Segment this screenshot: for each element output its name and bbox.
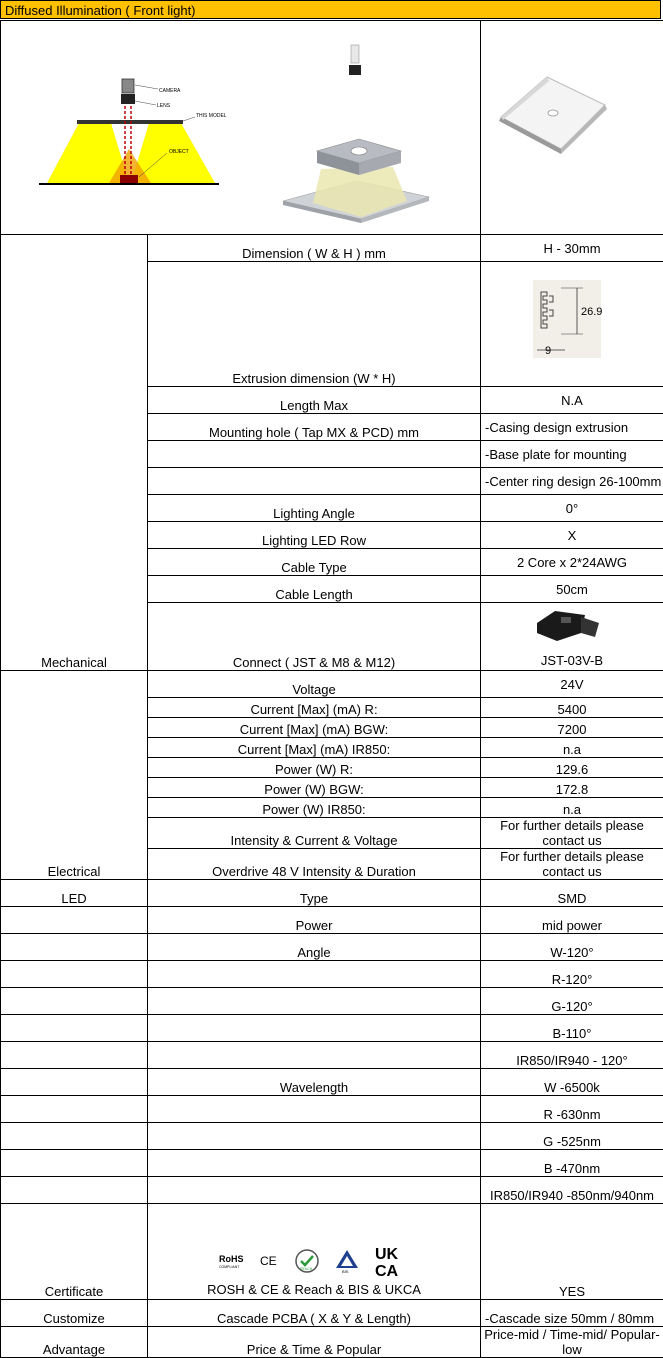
value-mounting-3: -Center ring design 26-100mm <box>481 468 663 495</box>
product-photo <box>481 21 663 235</box>
value-wavelength-w: W -6500k <box>481 1069 663 1096</box>
value-wavelength-ir: IR850/IR940 -850nm/940nm <box>481 1177 663 1204</box>
param-empty <box>148 961 481 988</box>
svg-text:COMPLIANT: COMPLIANT <box>219 1265 240 1269</box>
value-angle-r: R-120° <box>481 961 663 988</box>
param-empty <box>148 1177 481 1204</box>
label-object: OBJECT <box>169 149 189 155</box>
render-camera-icon <box>351 45 359 63</box>
value-overdrive: For further details please contact us <box>481 849 663 880</box>
param-current-r: Current [Max] (mA) R: <box>148 698 481 718</box>
param-dimension: Dimension ( W & H ) mm <box>148 235 481 262</box>
category-customize: Customize <box>1 1300 148 1327</box>
value-angle-g: G-120° <box>481 988 663 1015</box>
param-current-bgw: Current [Max] (mA) BGW: <box>148 718 481 738</box>
category-empty <box>1 1123 148 1150</box>
product-photo-svg <box>481 21 663 234</box>
param-power: Power <box>148 907 481 934</box>
param-power-r: Power (W) R: <box>148 758 481 778</box>
param-mounting-hole: Mounting hole ( Tap MX & PCD) mm <box>148 414 481 441</box>
category-empty <box>1 1096 148 1123</box>
rohs-logo-icon <box>218 1250 244 1272</box>
param-type: Type <box>148 880 481 907</box>
value-connect: JST-03V-B <box>481 653 663 668</box>
param-connect: Connect ( JST & M8 & M12) <box>148 603 481 671</box>
param-cable-length: Cable Length <box>148 576 481 603</box>
certificate-logos-cell <box>148 1204 481 1300</box>
model-bar <box>77 120 183 124</box>
param-lighting-angle: Lighting Angle <box>148 495 481 522</box>
height-dim-value: 26.9 <box>581 306 602 318</box>
render-lens-icon <box>349 65 361 75</box>
value-current-r: 5400 <box>481 698 663 718</box>
extrusion-figure-cell <box>481 262 663 387</box>
param-cable-type: Cable Type <box>148 549 481 576</box>
extrusion-figure <box>481 262 663 386</box>
category-mechanical: Mechanical <box>1 235 148 671</box>
render-center-hole <box>351 147 367 155</box>
label-lens: LENS <box>157 103 171 109</box>
value-mounting-1: -Casing design extrusion <box>481 414 663 441</box>
label-this-model: THIS MODEL <box>196 113 227 119</box>
label-camera: CAMERA <box>159 88 181 94</box>
category-empty <box>1 1150 148 1177</box>
param-empty <box>148 441 481 468</box>
param-power-ir850: Power (W) IR850: <box>148 798 481 818</box>
param-overdrive: Overdrive 48 V Intensity & Duration <box>148 849 481 880</box>
param-empty <box>148 1150 481 1177</box>
value-angle-ir: IR850/IR940 - 120° <box>481 1042 663 1069</box>
reach-logo-icon <box>294 1248 320 1274</box>
value-angle-b: B-110° <box>481 1015 663 1042</box>
param-led-row: Lighting LED Row <box>148 522 481 549</box>
svg-text:UK: UK <box>375 1246 399 1263</box>
certificate-logos <box>148 1244 480 1278</box>
svg-text:CE: CE <box>260 1254 277 1268</box>
illumination-diagram <box>1 21 481 235</box>
value-wavelength-r: R -630nm <box>481 1096 663 1123</box>
object-block <box>120 175 138 183</box>
category-empty <box>1 934 148 961</box>
value-wavelength-g: G -525nm <box>481 1123 663 1150</box>
spec-table <box>0 20 663 1358</box>
value-certificate: YES <box>481 1204 663 1300</box>
value-led-row: X <box>481 522 663 549</box>
param-voltage: Voltage <box>148 671 481 698</box>
param-certificate: ROSH & CE & Reach & BIS & UKCA <box>148 1282 480 1299</box>
lens-body <box>121 94 135 104</box>
category-certificate: Certificate <box>1 1204 148 1300</box>
value-intensity: For further details please contact us <box>481 818 663 849</box>
param-angle: Angle <box>148 934 481 961</box>
diagram-svg <box>1 21 479 234</box>
value-power-r: 129.6 <box>481 758 663 778</box>
param-extrusion: Extrusion dimension (W * H) <box>148 262 481 387</box>
ce-logo-icon <box>258 1250 280 1272</box>
value-cable-length: 50cm <box>481 576 663 603</box>
svg-text:REACH: REACH <box>300 1267 313 1271</box>
connector-icon <box>481 603 663 653</box>
value-angle-w: W-120° <box>481 934 663 961</box>
bis-logo-icon <box>334 1248 360 1274</box>
camera-body <box>122 79 134 93</box>
value-current-ir850: n.a <box>481 738 663 758</box>
value-customize: -Cascade size 50mm / 80mm <box>481 1300 663 1327</box>
param-advantage: Price & Time & Popular <box>148 1327 481 1358</box>
category-empty <box>1 961 148 988</box>
value-dimension: H - 30mm <box>481 235 663 262</box>
param-length-max: Length Max <box>148 387 481 414</box>
param-empty <box>148 1042 481 1069</box>
param-wavelength: Wavelength <box>148 1069 481 1096</box>
param-empty <box>148 988 481 1015</box>
value-cable-type: 2 Core x 2*24AWG <box>481 549 663 576</box>
value-power: mid power <box>481 907 663 934</box>
svg-text:RoHS: RoHS <box>219 1254 244 1264</box>
value-length-max: N.A <box>481 387 663 414</box>
category-electrical: Electrical <box>1 671 148 880</box>
category-empty <box>1 1015 148 1042</box>
panel-hole <box>548 110 558 116</box>
category-empty <box>1 907 148 934</box>
connector-body <box>537 611 585 641</box>
connector-cell <box>481 603 663 671</box>
value-lighting-angle: 0° <box>481 495 663 522</box>
ukca-logo-icon <box>374 1244 410 1278</box>
value-current-bgw: 7200 <box>481 718 663 738</box>
svg-text:BIS: BIS <box>342 1269 349 1274</box>
param-empty <box>148 1096 481 1123</box>
sheet-title: Diffused Illumination ( Front light) <box>0 0 661 19</box>
category-empty <box>1 1042 148 1069</box>
param-power-bgw: Power (W) BGW: <box>148 778 481 798</box>
category-empty <box>1 1177 148 1204</box>
value-advantage: Price-mid / Time-mid/ Popular-low <box>481 1327 663 1358</box>
value-type: SMD <box>481 880 663 907</box>
param-empty <box>148 1123 481 1150</box>
value-power-ir850: n.a <box>481 798 663 818</box>
param-empty <box>148 468 481 495</box>
value-wavelength-b: B -470nm <box>481 1150 663 1177</box>
svg-text:CA: CA <box>375 1263 399 1278</box>
category-empty <box>1 1069 148 1096</box>
header-image-row <box>1 21 663 235</box>
value-voltage: 24V <box>481 671 663 698</box>
param-customize: Cascade PCBA ( X & Y & Length) <box>148 1300 481 1327</box>
category-advantage: Advantage <box>1 1327 148 1358</box>
param-current-ir850: Current [Max] (mA) IR850: <box>148 738 481 758</box>
param-intensity: Intensity & Current & Voltage <box>148 818 481 849</box>
value-power-bgw: 172.8 <box>481 778 663 798</box>
param-empty <box>148 1015 481 1042</box>
category-led: LED <box>1 880 148 907</box>
width-dim-value: 9 <box>545 345 551 357</box>
category-empty <box>1 988 148 1015</box>
value-mounting-2: -Base plate for mounting <box>481 441 663 468</box>
